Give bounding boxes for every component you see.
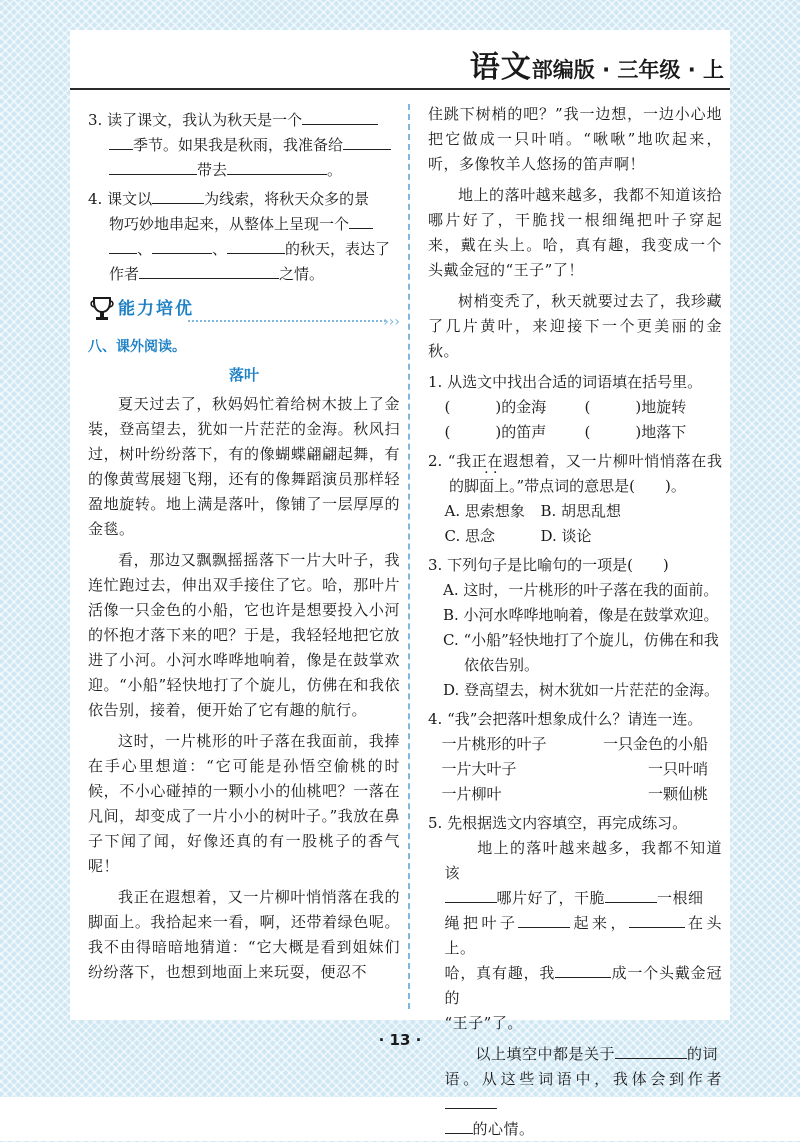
option-b[interactable]: B. 小河水哗哗地响着，像是在鼓掌欢迎。 <box>443 606 719 624</box>
blank[interactable] <box>227 238 285 254</box>
story-paragraph: 看，那边又飘飘摇摇落下一片大叶子，我连忙跑过去，伸出双手接住了它。哈，那叶片活像一只金色的小船，它也许是想要投入小河的怀抱才落下来的吧？于是，我轻轻地把它放进了小河。小河水哗哗地响着，像是在鼓掌欢迎。“小船”轻快地打了个旋儿，仿佛在和我依依告别，接着，便开始了它有趣的航行。 <box>88 551 400 719</box>
match-left-item[interactable]: 一片大叶子 <box>441 760 517 778</box>
blank[interactable] <box>109 238 137 254</box>
option-d[interactable]: D. 登高望去，树木犹如一片茫茫的金海。 <box>443 681 720 699</box>
section-heading: 八、课外阅读。 <box>88 339 186 355</box>
fill-paren[interactable]: ( )地落下 <box>584 423 687 441</box>
option-c[interactable]: C. “小船”轻快地打了个旋儿，仿佛在和我依依告别。 <box>443 631 719 674</box>
story-paragraph: 地上的落叶越来越多，我都不知道该拾哪片好了，干脆找一根细绳把叶子穿起来，戴在头上。哈，真有趣，我变成一个头戴金冠的“王子”了！ <box>428 186 722 279</box>
fill-paren[interactable]: ( )地旋转 <box>584 398 687 416</box>
blank[interactable] <box>605 887 657 903</box>
blank[interactable] <box>152 238 212 254</box>
option-a[interactable]: A. 思索想象 <box>444 502 525 520</box>
question-3: 3. 读了课文，我认为秋天是一个 季节。如果我是秋雨，我准备给 带去 。 <box>88 108 400 183</box>
blank[interactable] <box>109 134 133 150</box>
banner-label: 能力培优 <box>118 299 194 319</box>
question-4: 4. 课文以 为线索，将秋天众多的景 物巧妙地串起来，从整体上呈现一个 、 、 的秋天，表达了 作者 之情。 <box>88 190 391 283</box>
story-paragraph: 这时，一片桃形的叶子落在我面前，我捧在手心里想道：“它可能是孙悟空偷桃的时候，不小心碰掉的一颗小小的仙桃吧？一落在凡间，却变成了一片小小的树叶子。”我放在鼻子下闻了闻，好像还真的有一股桃子的香气呢！ <box>88 732 400 875</box>
match-right-item[interactable]: 一只叶哨 <box>647 760 708 778</box>
story-title: 落叶 <box>228 366 259 384</box>
left-column <box>88 108 400 985</box>
match-row <box>428 782 722 807</box>
question-5-followup: 以上填空中都是关于 的词 语。从这些词语中，我体会到作者 的心情。 <box>444 1045 722 1138</box>
question-5-stem: 5. 先根据选文内容填空，再完成练习。 <box>428 814 688 832</box>
page-header <box>70 30 730 90</box>
match-right-item[interactable]: 一颗仙桃 <box>647 785 708 803</box>
match-left-item[interactable]: 一片桃形的叶子 <box>441 735 547 753</box>
question-2-options <box>428 524 722 549</box>
question-1-stem: 1. 从选文中找出合适的词语填在括号里。 <box>428 373 703 391</box>
option-d[interactable]: D. 谈论 <box>540 527 592 545</box>
blank[interactable] <box>227 159 327 175</box>
question-4-stem: 4. “我”会把落叶想象成什么？请连一连。 <box>428 710 703 728</box>
chevron-right-icon: ››› <box>383 314 400 330</box>
book-title: 语文部编版 · 三年级 · 上 <box>469 50 724 85</box>
right-column <box>428 102 722 1142</box>
story-paragraph: 夏天过去了，秋妈妈忙着给树木披上了金装，登高望去，犹如一片茫茫的金海。秋风扫过，树叶纷纷落下，有的像蝴蝶翩翩起舞，有的像黄莺展翅飞翔，还有的像舞蹈演员那样轻盈地旋转。地上满是落叶，像铺了一层厚厚的金毯。 <box>88 395 400 538</box>
option-b[interactable]: B. 胡思乱想 <box>540 502 622 520</box>
story-paragraph: 住跳下树梢的吧？”我一边想，一边小心地把它做成一只叶哨。“啾啾”地吹起来，听，多像牧羊人悠扬的笛声啊！ <box>428 105 722 173</box>
question-3-stem: 3. 下列句子是比喻句的一项是( ) <box>428 556 669 574</box>
page-number: · 13 · <box>378 1031 422 1049</box>
option-a[interactable]: A. 这时，一片桃形的叶子落在我的面前。 <box>443 581 719 599</box>
fill-paren[interactable]: ( )的金海 <box>444 398 547 416</box>
story-paragraph: 我正在遐想着，又一片柳叶悄悄落在我的脚面上。我拾起来一看，啊，还带着绿色呢。我不由得暗暗地猜道：“它大概是看到姐妹们纷纷落下，也想到地面上来玩耍，便忍不 <box>88 888 400 981</box>
blank[interactable] <box>152 188 204 204</box>
story-paragraph: 树梢变秃了，秋天就要过去了，我珍藏了几片黄叶，来迎接下一个更美丽的金秋。 <box>428 292 722 360</box>
banner-dotted-line <box>188 320 386 322</box>
blank[interactable] <box>518 912 570 928</box>
column-divider <box>408 104 410 1009</box>
question-1-row <box>428 420 722 445</box>
blank[interactable] <box>343 134 391 150</box>
question-2-options <box>428 499 722 524</box>
question-5-passage: 地上的落叶越来越多，我都不知道该 哪片好了，干脆 一根细 绳把叶子 起来， 在头上。 哈，真有趣，我 成一个头戴金冠的 “王子”了。 <box>444 839 722 1032</box>
blank[interactable] <box>109 159 197 175</box>
fill-paren[interactable]: ( )的笛声 <box>444 423 547 441</box>
section-banner <box>88 293 400 331</box>
option-c[interactable]: C. 思念 <box>444 527 495 545</box>
match-row <box>428 757 722 782</box>
match-left-item[interactable]: 一片柳叶 <box>441 785 502 803</box>
blank[interactable] <box>629 912 685 928</box>
question-2-stem: 2. “我正在遐想 · ·着，又一片柳叶悄悄落在我的脚面上。”带点词的意思是( )。 <box>428 449 722 499</box>
question-1-row <box>428 395 722 420</box>
match-row <box>428 732 722 757</box>
blank[interactable] <box>445 887 497 903</box>
blank[interactable] <box>555 962 611 978</box>
blank[interactable] <box>302 109 378 125</box>
blank[interactable] <box>445 1093 497 1109</box>
dotted-word: 遐想 · · <box>503 452 534 470</box>
blank[interactable] <box>139 263 279 279</box>
blank[interactable] <box>445 1118 473 1134</box>
match-right-item[interactable]: 一只金色的小船 <box>602 735 708 753</box>
blank[interactable] <box>349 213 373 229</box>
trophy-icon <box>88 295 116 323</box>
